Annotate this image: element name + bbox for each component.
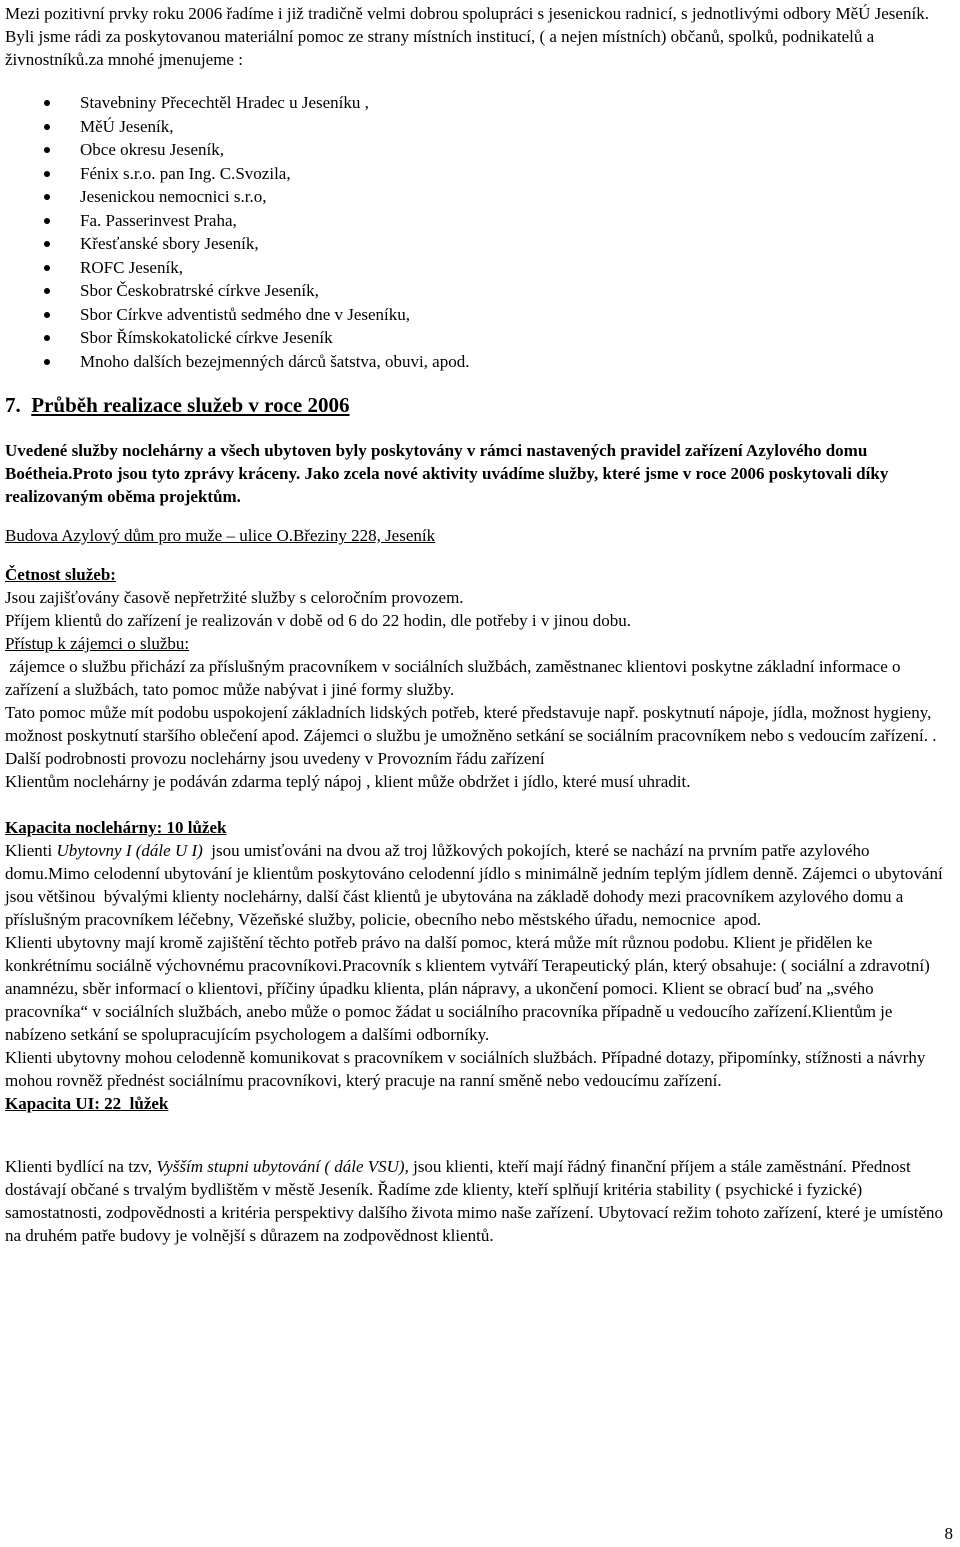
list-item	[5, 279, 955, 303]
bullet-icon	[44, 124, 50, 130]
list-item	[5, 162, 955, 186]
list-item	[5, 303, 955, 327]
spacer	[5, 508, 955, 524]
intro-paragraph-2-caps: za mnohé jmenujeme :	[88, 50, 243, 69]
bullet-icon	[44, 218, 50, 224]
access-heading: Přístup k zájemci o službu:	[5, 634, 190, 653]
vsu-text-italic: Vyšším stupni ubytování ( dále VSU),	[156, 1157, 409, 1176]
section-title: Průběh realizace služeb v roce 2006	[31, 393, 350, 417]
document-page	[5, 2, 955, 1247]
bullet-icon	[44, 171, 50, 177]
list-item	[5, 91, 955, 115]
list-item	[5, 350, 955, 374]
frequency-text-1: Jsou zajišťovány časově nepřetržité služby s celoročním provozem.	[5, 588, 464, 607]
bullet-icon	[44, 100, 50, 106]
list-item	[5, 326, 955, 350]
intro-paragraph-2-text: Byli jsme rádi za poskytovanou materiální pomoc ze strany místních institucí, ( a nejen místních) občanů, spolků, podnikatelů a živnostníků.	[5, 27, 875, 69]
access-text: zájemce o službu přichází za příslušným pracovníkem v sociálních službách, zaměstnanec klientovi poskytne základní informace o zařízení a službách, tato pomoc může nabývat i jiné formy služby.	[5, 657, 905, 699]
list-item	[5, 209, 955, 233]
donor-label: ROFC Jeseník,	[80, 257, 183, 277]
spacer	[5, 547, 955, 563]
shelter-text-italic: Ubytovny I (dále U I)	[56, 841, 203, 860]
spacer	[5, 1115, 955, 1155]
donor-label: Fa. Passerinvest Praha,	[80, 210, 237, 230]
donor-label: Jesenickou nemocnici s.r.o,	[80, 187, 267, 206]
vsu-text-before: Klienti bydlící na tzv,	[5, 1157, 157, 1176]
vsu-text-after: jsou klienti, kteří mají řádný finanční příjem a stále zaměstnání. Přednost dostávají občané s trvalým bydlištěm v městě Jeseník. Řadíme zde klienty, kteří splňují kritéria stability ( psychické i fyzické) samostatnosti, zodpovědnosti a kritéria perspektivy dalšího života mimo naše zařízení. Ubytovací režim tohoto zařízení, které je umístěno na druhém patře budovy je volnější s důrazem na zodpovědnost klientů.	[5, 1157, 944, 1245]
shelter-capacity-text-3: Klienti ubytovny mohou celodenně komunikovat s pracovníkem v sociálních službách. Případné dotazy, připomínky, stížnosti a návrhy mohou rovněž přednést sociálnímu pracovníkovi, který pracuje na ranní směně nebo vedoucímu zařízení.	[5, 1048, 926, 1090]
list-item	[5, 185, 955, 209]
donor-label: Stavebniny Přecechtěl Hradec u Jeseníku ,	[80, 93, 369, 112]
details-text: Další podrobnosti provozu noclehárny jsou uvedeny v Provozním řádu zařízení	[5, 749, 545, 768]
intro-paragraph-1: Mezi pozitivní prvky roku 2006 řadíme i již tradičně velmi dobrou spolupráci s jesenickou radnicí, s jednotlivými odbory MěÚ Jeseník.	[5, 4, 929, 23]
page-number: 8	[944, 1524, 953, 1543]
donor-label: Sbor Církve adventistů sedmého dne v Jeseníku,	[80, 304, 411, 324]
donor-label: Mnoho dalších bezejmenných dárců šatstva, obuvi, apod.	[80, 351, 470, 371]
help-text: Tato pomoc může mít podobu uspokojení základních lidských potřeb, které představuje např. poskytnutí nápoje, jídla, možnost hygieny, možnost poskytnutí staršího oblečení apod. Zájemci o službu je umožněno setkání se sociálním pracovníkem nebo s vedoucím zařízení. .	[5, 703, 937, 745]
bullet-icon	[44, 265, 50, 271]
drink-text: Klientům noclehárny je podáván zdarma teplý nápoj , klient může obdržet i jídlo, které musí uhradit.	[5, 772, 691, 791]
bullet-icon	[44, 359, 50, 365]
intro-block	[5, 2, 955, 71]
intro-paragraph-2	[5, 25, 955, 71]
list-item	[5, 256, 955, 280]
bullet-icon	[44, 241, 50, 247]
building-address: Budova Azylový dům pro muže – ulice O.Březiny 228, Jeseník	[5, 526, 436, 545]
shelter-text-before: Klienti	[5, 841, 57, 860]
list-item	[5, 138, 955, 162]
donor-list	[5, 91, 955, 373]
frequency-heading: Četnost služeb:	[5, 565, 116, 584]
frequency-text-2: Příjem klientů do zařízení je realizován v době od 6 do 22 hodin, dle potřeby i v jinou dobu.	[5, 611, 632, 630]
shelter-capacity-text-2: Klienti ubytovny mají kromě zajištění těchto potřeb právo na další pomoc, která může mít různou podobu. Klient je přidělen ke konkrétnímu sociálně výchovnému pracovníkovi.Pracovník s klientem vytváří Terapeutický plán, který obsahuje: ( sociální a zdravotní) anamnézu, sběr informací o klientovi, příčiny úpadku klienta, plán nápravy, a ukončení pomoci. Klient se obrací buď na „svého pracovníka“ v sociálních službách, anebo může o pomoc žádat u sociálního pracovníka případně u vedoucího zařízení.Klientům je nabízeno setkání se spolupracujícím psychologem a dalšími odborníky.	[5, 933, 930, 1044]
bullet-icon	[44, 312, 50, 318]
bullet-icon	[44, 147, 50, 153]
vsu-paragraph	[5, 1155, 955, 1247]
donor-label: Fénix s.r.o. pan Ing. C.Svozila,	[80, 163, 291, 183]
donor-label: Křesťanské sbory Jeseník,	[80, 234, 259, 253]
shelter-capacity-text	[5, 839, 955, 931]
spacer	[5, 793, 955, 816]
donor-label: Obce okresu Jeseník,	[80, 140, 224, 159]
bullet-icon	[44, 194, 50, 200]
bullet-icon	[44, 335, 50, 341]
list-item	[5, 232, 955, 256]
ui-capacity-heading: Kapacita UI: 22 lůžek	[5, 1094, 169, 1113]
bullet-icon	[44, 288, 50, 294]
donor-label: Sbor Římskokatolické církve Jeseník	[80, 328, 333, 347]
list-item	[5, 115, 955, 139]
shelter-text-after: jsou umisťováni na dvou až troj lůžkových pokojích, které se nachází na prvním patře azylového domu.Mimo celodenní ubytování je klientům poskytováno celodenní jídlo s minimálně jedním teplým jídlem denně. Zájemci o ubytování jsou většinou bývalými klienty noclehárny, další část klientů je ubytována na základě dohody mezi pracovníkem azylového domu a příslušným pracovníkem léčebny, Vězeňské služby, policie, obecního nebo městského úřadu, nemocnice apod.	[5, 841, 947, 929]
donor-label: MěÚ Jeseník,	[80, 116, 174, 136]
summary-paragraph: Uvedené služby noclehárny a všech ubytoven byly poskytovány v rámci nastavených pravidel zařízení Azylového domu Boétheia.Proto jsou tyto zprávy kráceny. Jako zcela nové aktivity uvádíme služby, které jsme v roce 2006 poskytovali díky realizovaným oběma projektům.	[5, 441, 889, 506]
shelter-capacity-heading: Kapacita noclehárny: 10 lůžek	[5, 818, 227, 837]
section-heading	[5, 391, 955, 419]
donor-label: Sbor Českobratrské církve Jeseník,	[80, 281, 319, 300]
section-number: 7.	[5, 393, 21, 417]
